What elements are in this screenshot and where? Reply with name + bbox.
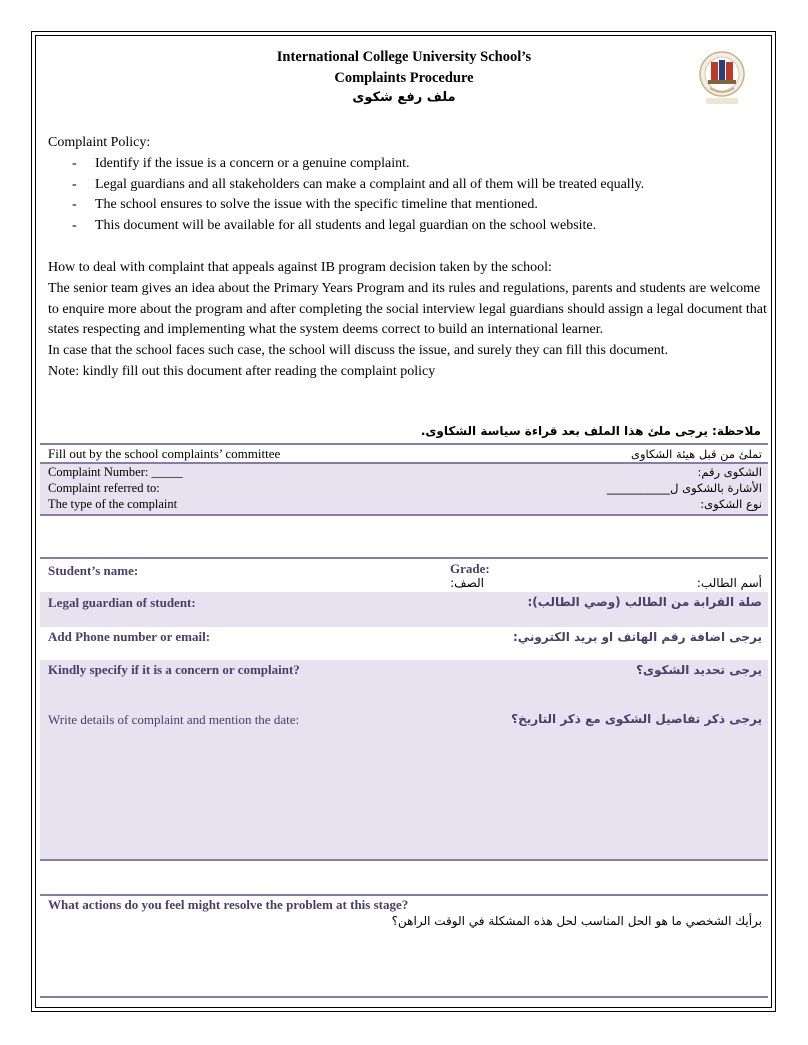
appeals-note: Note: kindly fill out this document after reading the complaint policy bbox=[48, 363, 436, 379]
complaint-policy-section bbox=[48, 133, 768, 237]
resolution-actions-label-arabic: برأيك الشخصي ما هو الحل المناسب لحل هذه المشكلة في الوقت الراهن؟ bbox=[391, 914, 762, 928]
appeals-paragraph: The senior team gives an idea about the Primary Years Program and its rules and regulations, parents and students are welcome to enquire more about the program and after completing the social interview legal guardians should assign a legal document that states respecting and implementing what the system deems correct to build an international learner. bbox=[48, 280, 767, 338]
complaint-referred-field[interactable]: Complaint referred to: bbox=[48, 481, 160, 495]
complaint-type-field[interactable]: The type of the complaint bbox=[48, 497, 178, 511]
committee-header bbox=[40, 443, 768, 464]
policy-title: Complaint Policy: bbox=[48, 135, 151, 150]
school-title: International College University School’s bbox=[276, 49, 532, 65]
appeals-note-arabic: ملاحظة: يرجى ملئ هذا الملف بعد قراءة سياسة الشكاوى. bbox=[420, 424, 761, 438]
contact-row[interactable] bbox=[40, 627, 768, 660]
bullet-dash: - bbox=[72, 176, 77, 192]
complaint-referred-field-arabic: الأشارة بالشكوى ل___________ bbox=[606, 481, 762, 495]
complaint-details-area[interactable] bbox=[40, 660, 768, 861]
policy-item: - This document will be available for all students and legal guardian on the school website. bbox=[48, 216, 768, 237]
student-name-label: Student’s name: bbox=[48, 563, 139, 578]
contact-label: Add Phone number or email: bbox=[48, 629, 211, 644]
appeals-paragraph-2: In case that the school faces such case, the school will discuss the issue, and surely they can fill this document. bbox=[48, 343, 669, 359]
bullet-dash: - bbox=[72, 155, 77, 171]
appeals-section bbox=[48, 258, 768, 383]
concern-or-complaint-label-arabic: يرجى تحديد الشكوى؟ bbox=[636, 663, 762, 677]
appeals-heading: How to deal with complaint that appeals against IB program decision taken by the school: bbox=[48, 260, 552, 275]
committee-fields bbox=[40, 464, 768, 516]
document-title-arabic: ملف رفع شكوى bbox=[352, 90, 456, 105]
complaint-number-field[interactable]: Complaint Number: _____ bbox=[48, 465, 183, 479]
contact-label-arabic: يرجى اضافة رقم الهاتف او بريد الكتروني: bbox=[512, 630, 762, 644]
legal-guardian-label-arabic: صلة القرابة من الطالب (وصي الطالب): bbox=[527, 595, 762, 609]
concern-or-complaint-label: Kindly specify if it is a concern or complaint? bbox=[48, 662, 300, 677]
complaint-number-field-arabic: الشكوى رقم: bbox=[697, 465, 762, 479]
legal-guardian-label: Legal guardian of student: bbox=[48, 595, 196, 610]
resolution-actions-area[interactable] bbox=[40, 894, 768, 998]
document-title: Complaints Procedure bbox=[334, 70, 474, 86]
grade-label-arabic: الصف: bbox=[450, 576, 484, 590]
bullet-dash: - bbox=[72, 197, 77, 213]
details-label-arabic: يرجى ذكر تفاصيل الشكوى مع ذكر التاريخ؟ bbox=[511, 712, 762, 726]
policy-item: - The school ensures to solve the issue with the specific timeline that mentioned. bbox=[48, 195, 768, 216]
resolution-actions-label: What actions do you feel might resolve the problem at this stage? bbox=[48, 897, 409, 912]
committee-header-label-arabic: تملئ من قبل هيئة الشكاوى bbox=[631, 447, 762, 461]
policy-item: - Legal guardians and all stakeholders can make a complaint and all of them will be treated equally. bbox=[48, 175, 768, 196]
complaint-type-field-arabic: نوع الشكوى: bbox=[700, 497, 762, 511]
school-crest-icon bbox=[696, 50, 748, 108]
student-name-label-arabic: أسم الطالب: bbox=[696, 576, 762, 590]
grade-label: Grade: bbox=[450, 561, 490, 576]
legal-guardian-row[interactable] bbox=[40, 592, 768, 627]
details-label: Write details of complaint and mention the date: bbox=[48, 712, 300, 727]
committee-header-label: Fill out by the school complaints’ committee bbox=[48, 446, 281, 461]
student-name-row[interactable] bbox=[40, 557, 768, 592]
policy-item: - Identify if the issue is a concern or a genuine complaint. bbox=[48, 154, 768, 175]
bullet-dash: - bbox=[72, 218, 77, 234]
